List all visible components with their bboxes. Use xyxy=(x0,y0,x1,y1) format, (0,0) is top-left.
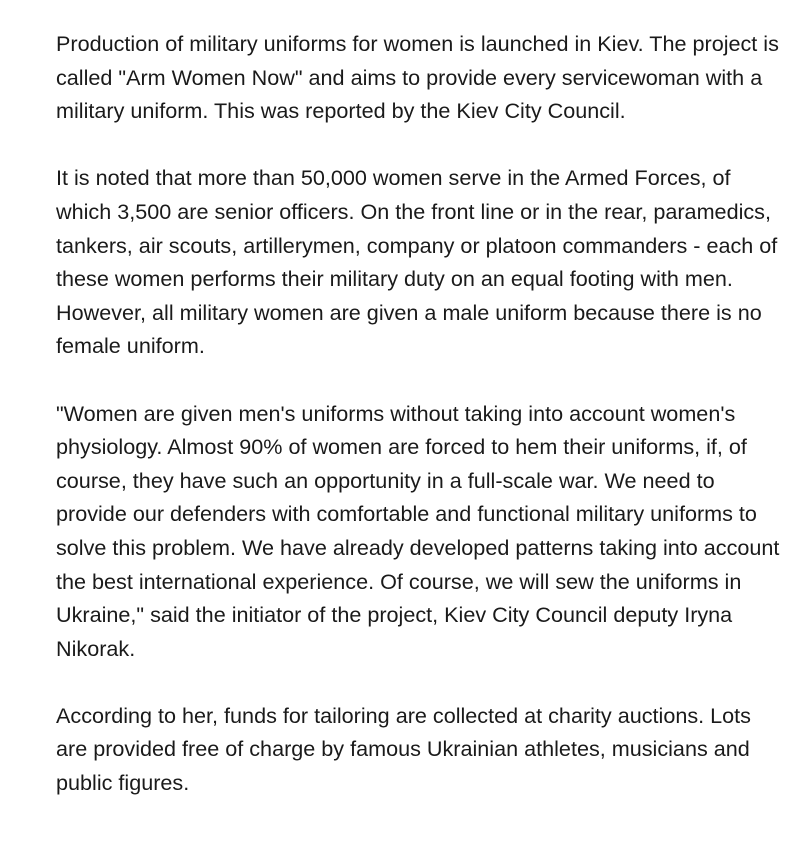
article-paragraph-2: It is noted that more than 50,000 women serve in the Armed Forces, of which 3,500 are senior officers. On the front line or in the rear, paramedics, tankers, air scouts, artillerymen, company or platoon commanders - each of these women performs their military duty on an equal footing with men. However, all military women are given a male uniform because there is no female uniform. xyxy=(56,165,778,359)
article-paragraph-4: According to her, funds for tailoring are collected at charity auctions. Lots are provided free of charge by famous Ukrainian athletes, musicians and public figures. xyxy=(56,702,751,796)
article-paragraph-1: Production of military uniforms for women is launched in Kiev. The project is called "Arm Women Now" and aims to provide every servicewoman with a military uniform. This was reported by the Kiev City Council. xyxy=(56,31,779,124)
article-body xyxy=(56,27,780,800)
article-paragraph-3: "Women are given men's uniforms without taking into account women's physiology. Almost 90% of women are forced to hem their uniforms, if, of course, they have such an opportunity in a full-scale war. We need to provide our defenders with comfortable and functional military uniforms to solve this problem. We have already developed patterns taking into account the best international experience. Of course, we will sew the uniforms in Ukraine," said the initiator of the project, Kiev City Council deputy Iryna Nikorak. xyxy=(56,400,780,661)
